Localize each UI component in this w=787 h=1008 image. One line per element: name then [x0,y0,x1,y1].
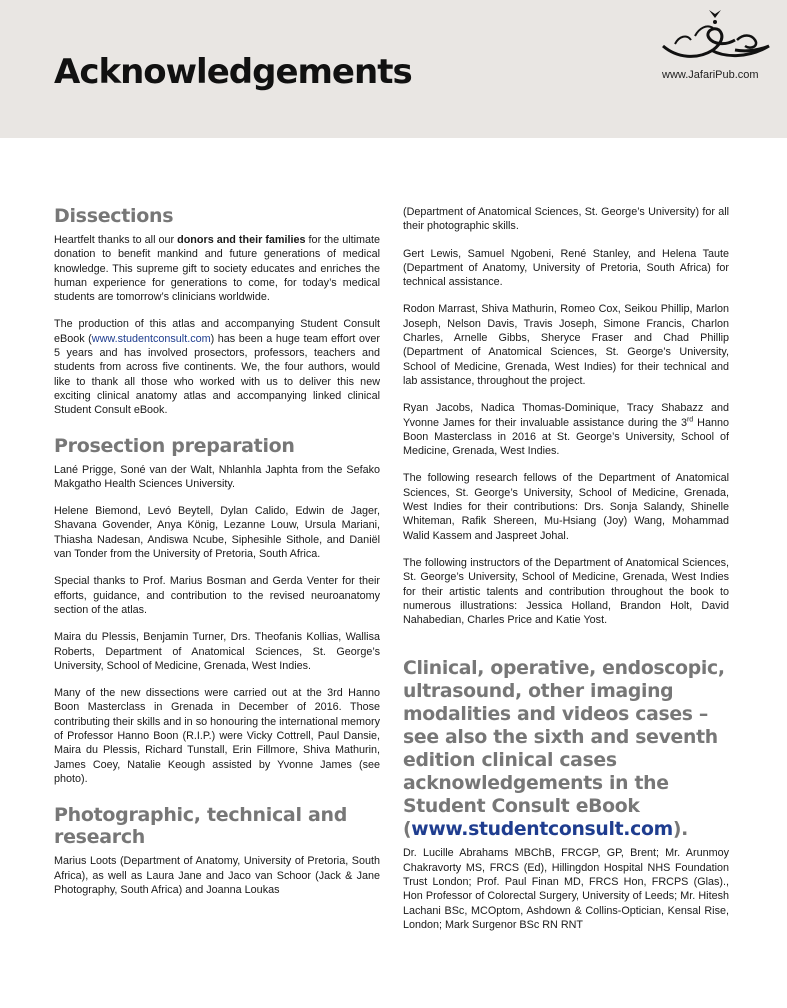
section-heading-dissections: Dissections [54,205,174,227]
prosection-paragraph-4: Maira du Plessis, Benjamin Turner, Drs. Theofanis Kollias, Wallisa Roberts, Department of Anatomical Sciences, St. George’s University, School of Medicine, Grenada, West Indies. [54,631,380,672]
right-paragraph-6: The following instructors of the Department of Anatomical Sciences, St. George’s University, School of Medicine, Grenada, West Indies for their artistic talents and contribution throughout the book to numerous illustrations: Jessica Holland, Brandon Holt, David Nahabedian, Charles Price and Katie Yost. [403,556,729,627]
dissections-paragraph-2: The production of this atlas and accompanying Student Consult eBook (www.studentconsult.com) has been a huge team effort over 5 years and has involved prosectors, professors, teachers and students from across five continents. We, the four authors, would like to thank all those who worked with us to deliver this new exciting clinical anatomy atlas and accompanying linked clinical Student Consult eBook. [54,318,380,417]
right-paragraph-4: Ryan Jacobs, Nadica Thomas-Dominique, Tracy Shabazz and Yvonne James for their invaluable assistance during the 3rd Hanno Boon Masterclass in 2016 at St. George’s University, School of Medicine, Grenada, West Indies. [403,402,729,458]
prosection-paragraph-5: Many of the new dissections were carried out at the 3rd Hanno Boon Masterclass in Grenada in December of 2016. Those contributing their skills and in so honouring the international memory of Professor Hanno Boon (R.I.P.) were Vicky Cottrell, Paul Dansie, Maira du Plessis, Richard Tunstall, Erin Fillmore, Shiva Mathurin, James Coey, Natalie Keough assisted by Yvonne James (see photo). [54,687,380,785]
right-paragraph-3: Rodon Marrast, Shiva Mathurin, Romeo Cox, Seikou Phillip, Marlon Joseph, Nelson Davis, Travis Joseph, Simone Francis, Charlon Charles, Arnelle Gibbs, Sheryce Fraser and Chad Phillip (Department of Anatomical Sciences, St. George’s University, School of Medicine, Grenada, West Indies) for their technical and lab assistance, throughout the project. [403,303,729,387]
right-paragraph-1: (Department of Anatomical Sciences, St. George’s University) for all their photographic skills. [403,206,729,233]
right-column [403,205,729,945]
right-paragraph-2: Gert Lewis, Samuel Ngobeni, René Stanley, and Helena Taute (Department of Anatomy, University of Pretoria, South Africa) for technical assistance. [403,247,729,289]
prosection-paragraph-3: Special thanks to Prof. Marius Bosman and Gerda Venter for their efforts, guidance, and contribution to the revised neuroanatomy section of the atlas. [54,575,380,616]
right-paragraph-5: The following research fellows of the Department of Anatomical Sciences, St. George’s University, School of Medicine, Grenada, West Indies for their contributions: Drs. Sonja Salandy, Shinelle Whiteman, Rafik Shereen, Mu-Hsiang (Joy) Wang, Mohammad Walid Kassem and Jaspreet Johal. [403,472,729,542]
page-header [0,0,787,138]
publisher-logo-icon [655,6,775,68]
studentconsult-link[interactable]: www.studentconsult.com [91,332,211,345]
prosection-paragraph-2: Helene Biemond, Levó Beytell, Dylan Calido, Edwin de Jager, Shavana Govender, Anya König, Lezanne Louw, Ursula Mariani, Thiasha Nadesan, Andiswa Ncube, Siphesihle Sithole, and Daniël van Tonder from the University of Pretoria, South Africa. [54,505,380,561]
left-column [54,205,380,910]
prosection-paragraph-1: Lané Prigge, Soné van der Walt, Nhlanhla Japhta from the Sefako Makgatho Health Sciences University. [54,463,380,490]
section-heading-photographic: Photographic, technical and research [54,804,348,849]
clinical-paragraph-1: Dr. Lucille Abrahams MBChB, FRCGP, GP, Brent; Mr. Arunmoy Chakravorty MS, FRCS (Ed), Hillingdon Hospital NHS Foundation Trust London; Prof. Paul Finan MD, FRCS Hon, FRCPS (Glas)., Hon Professor of Colorectal Surgery, University of Leeds; Mr. Hitesh Lachani BSc, MCOptom, Ashdown & Collins-Optician, Kensal Rise, London; Mark Surgenor BSc RN RNT [403,847,729,931]
section-heading-prosection: Prosection preparation [54,434,295,457]
page-title: Acknowledgements [54,52,412,92]
studentconsult-heading-link[interactable]: www.studentconsult.com [411,819,673,841]
publisher-url: www.JafariPub.com [662,69,759,81]
dissections-paragraph-1: Heartfelt thanks to all our donors and their families for the ultimate donation to benefit mankind and future generations of medical knowledge. This supreme gift to society educates and enriches the human experience for generations to come, for today’s medical students are tomorrow’s clinicians worldwide. [54,234,381,304]
photographic-paragraph-1: Marius Loots (Department of Anatomy, University of Pretoria, South Africa), as well as Laura Jane and Jaco van Schoor (Jack & Jane Photography, South Africa) and Joanna Loukas [54,855,380,896]
section-heading-clinical: Clinical, operative, endoscopic, ultrasound, other imaging modalities and videos cases – see also the sixth and seventh edition clinical cases acknowledgements in the Student Consult eBook (www.studentconsult.com). [403,658,725,841]
